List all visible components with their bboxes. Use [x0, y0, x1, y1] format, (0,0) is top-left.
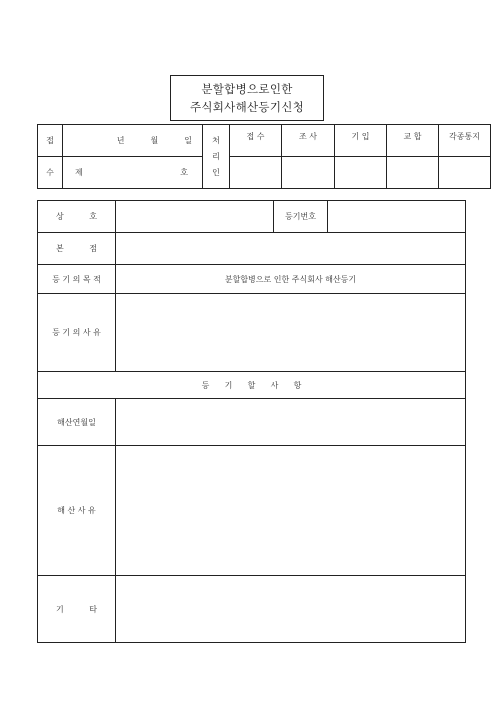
- col-review: 조 사: [282, 125, 335, 157]
- receipt-number-cell[interactable]: [63, 157, 203, 189]
- receive-stamp-cell[interactable]: [230, 157, 282, 189]
- receive-label-top: 접: [38, 125, 63, 157]
- purpose-label: 등 기 의 목 적: [38, 265, 116, 294]
- head-office-label: 본 점: [38, 233, 116, 265]
- receive-label-bottom: 수: [38, 157, 63, 189]
- purpose-value: 분할합병으로 인한 주식회사 해산등기: [116, 265, 466, 294]
- notices-stamp-cell[interactable]: [439, 157, 491, 189]
- number-prefix: 제: [75, 168, 83, 177]
- dissolution-reason-field[interactable]: [116, 446, 466, 576]
- head-office-field[interactable]: [116, 233, 466, 265]
- form-title: [170, 75, 324, 121]
- reason-field[interactable]: [116, 294, 466, 372]
- receipt-table: [37, 124, 491, 189]
- number-suffix: 호: [180, 168, 188, 177]
- reg-number-label: 등기번호: [274, 201, 328, 233]
- registration-form-table: [37, 200, 466, 643]
- day-label: 일: [184, 136, 192, 145]
- form-title-line2: 주식회사해산등기신청: [189, 100, 305, 114]
- form-title-line1: 분할합병으로인한: [201, 82, 293, 96]
- entry-stamp-cell[interactable]: [335, 157, 387, 189]
- date-cell[interactable]: [63, 125, 203, 157]
- dissolution-date-label: 해산연월일: [38, 399, 116, 446]
- reg-number-field[interactable]: [328, 201, 466, 233]
- reason-label: 등 기 의 사 유: [38, 294, 116, 372]
- other-label: 기 타: [38, 576, 116, 643]
- dissolution-reason-label: 해 산 사 유: [38, 446, 116, 576]
- month-label: 월: [150, 136, 159, 145]
- company-name-label: 상 호: [38, 201, 116, 233]
- processor-label: 처 리 인: [203, 125, 230, 189]
- company-name-field[interactable]: [116, 201, 274, 233]
- year-label: 년: [116, 136, 125, 145]
- col-notices: 각종통지: [439, 125, 491, 157]
- col-entry: 기 입: [335, 125, 387, 157]
- collation-stamp-cell[interactable]: [387, 157, 439, 189]
- review-stamp-cell[interactable]: [282, 157, 335, 189]
- col-collation: 교 합: [387, 125, 439, 157]
- matters-header: 등 기 할 사 항: [38, 372, 466, 399]
- dissolution-date-field[interactable]: [116, 399, 466, 446]
- other-field[interactable]: [116, 576, 466, 643]
- col-receive: 접 수: [230, 125, 282, 157]
